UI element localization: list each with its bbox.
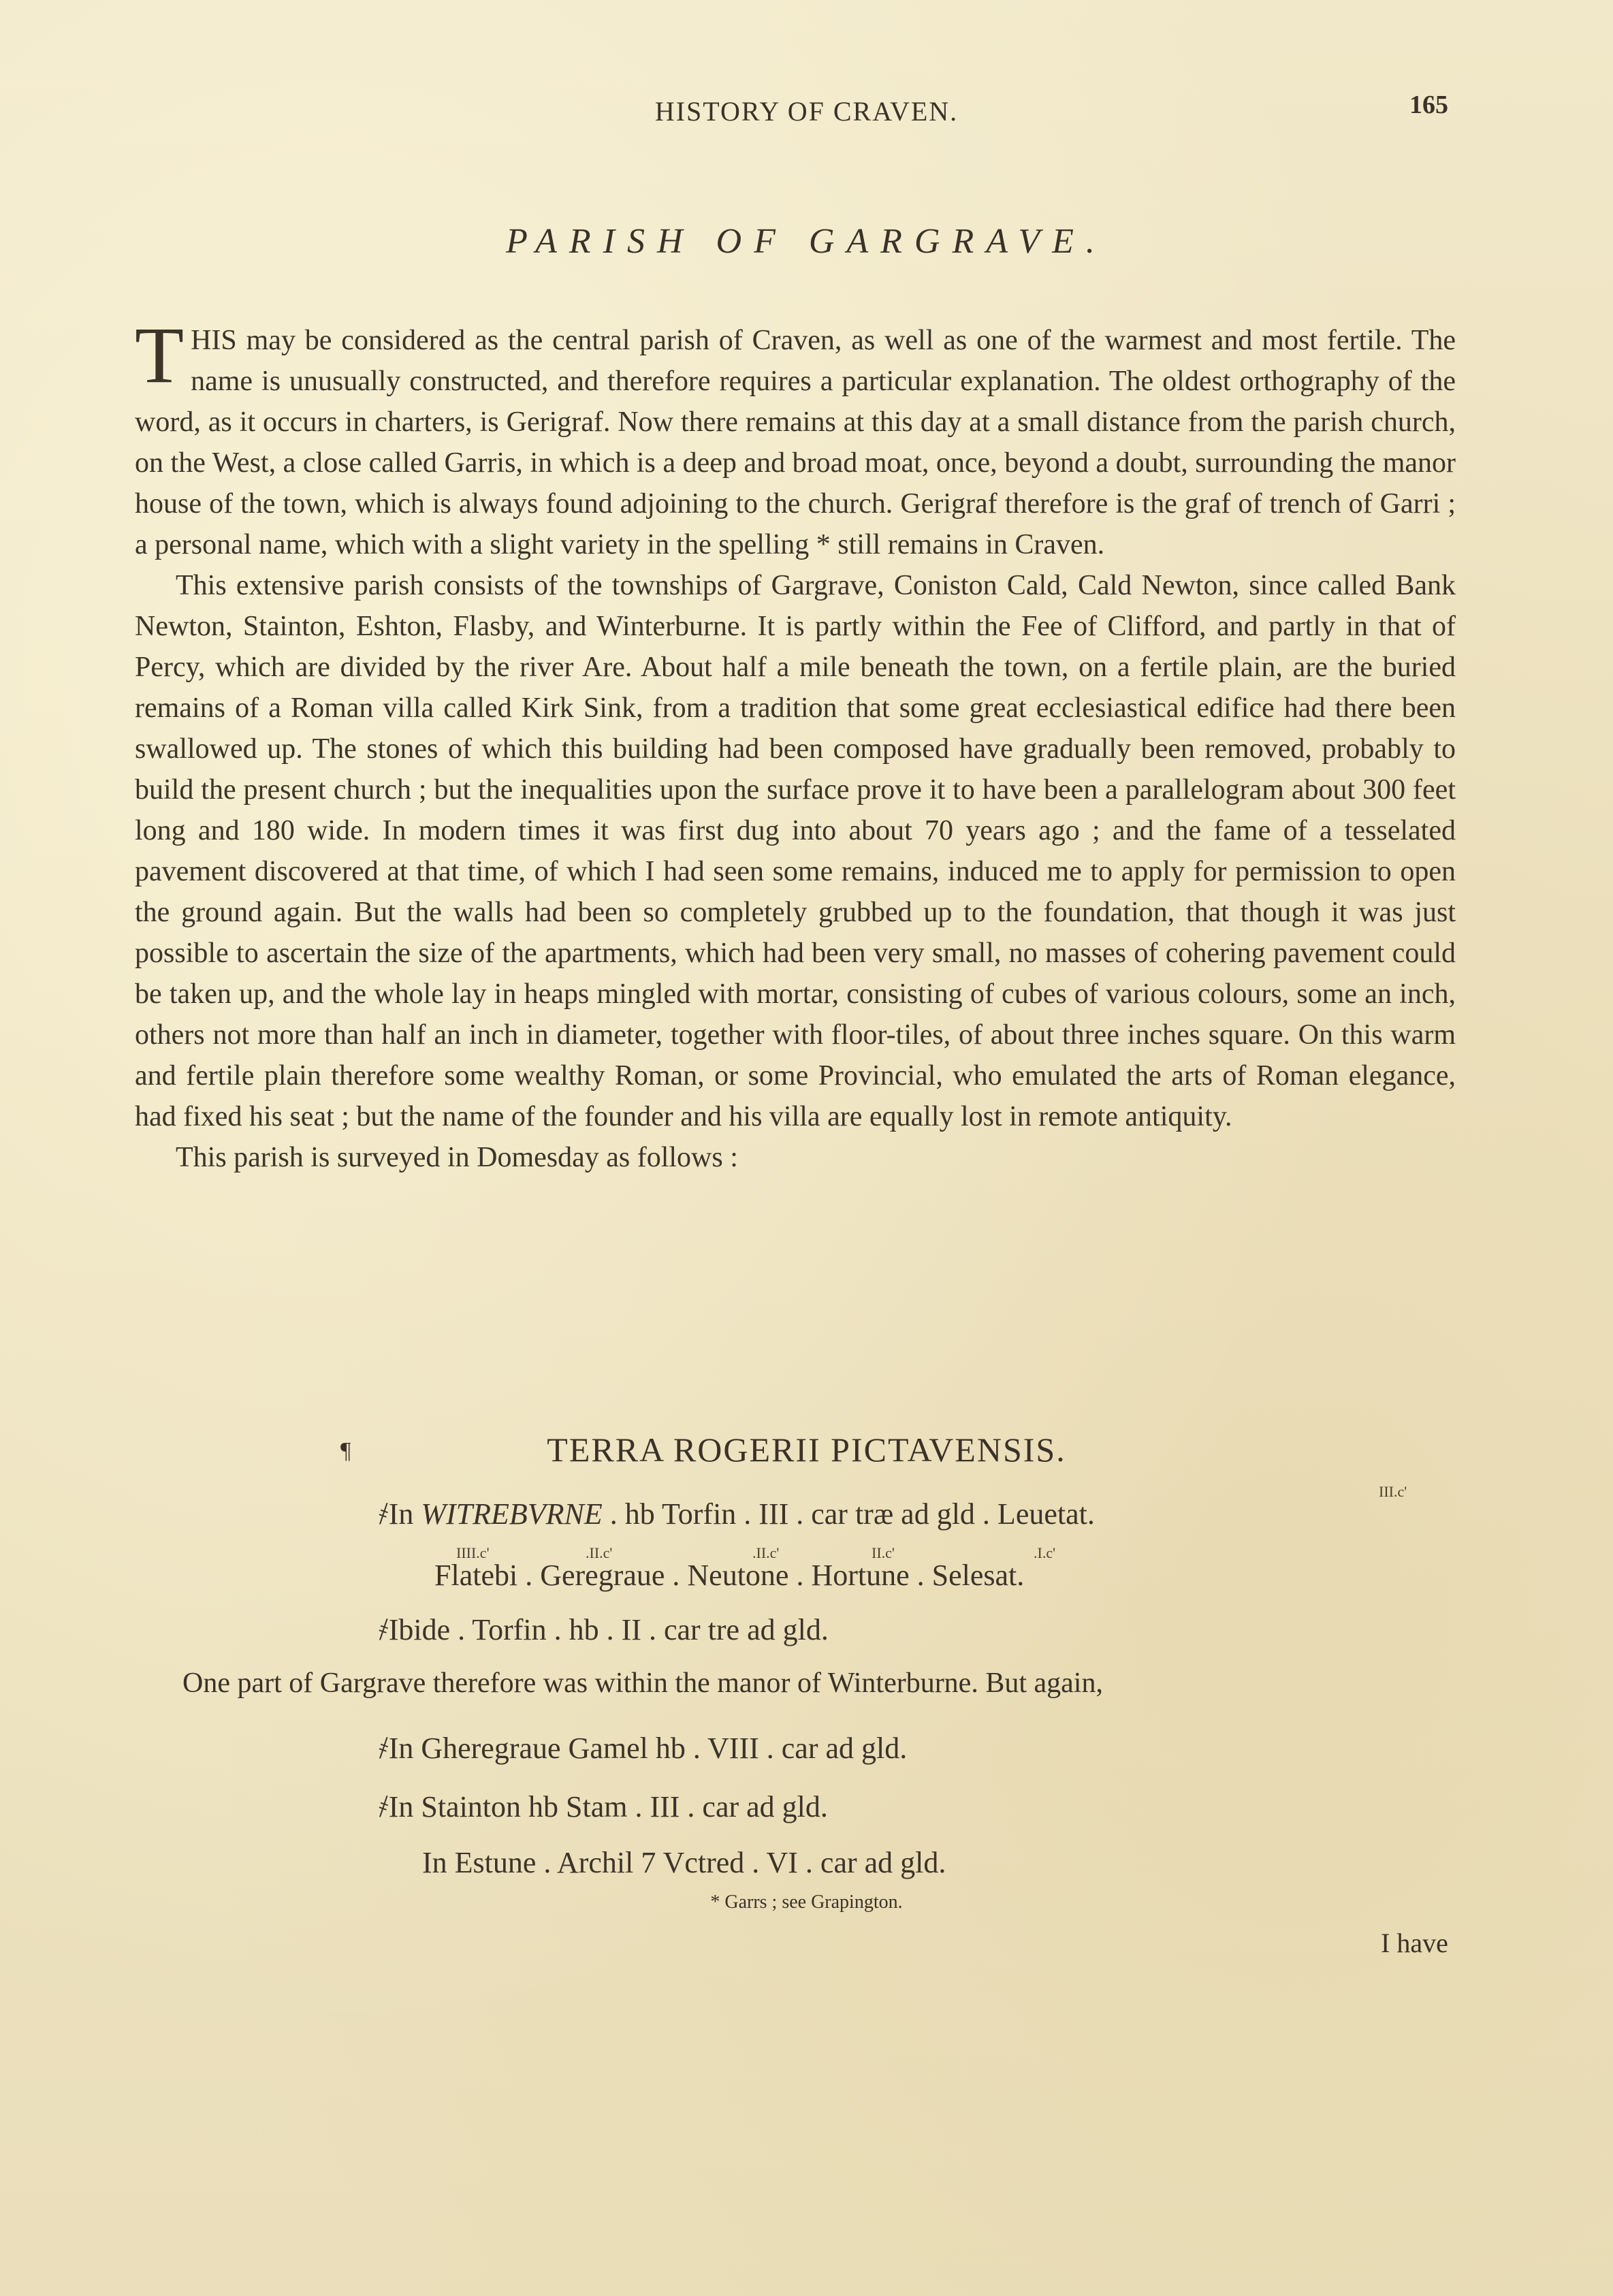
paragraph-2: This extensive parish consists of the townships of Gargrave, Coniston Cald, Cald Newton, since called Bank Newton, Stainton, Eshton, Flasby, and Winterburne. It is partly within the Fee of Clifford, and partly in that of Percy, which are divided by the river Are. About half a mile beneath the town, on a fertile plain, are the buried remains of a Roman villa called Kirk Sink, from a tradition that some great ecclesiastical edifice had there been swallowed up. The stones of which this building had been composed have gradually been removed, probably to build the present church ; but the inequalities upon the surface prove it to have been a parallelogram about 300 feet long and 180 wide. In modern times it was first dug into about 70 years ago ; and the fame of a tesselated pavement discovered at that time, of which I had seen some remains, induced me to apply for permission to open the ground again. But the walls had been so completely grubbed up to the foundation, that though it was just possible to ascertain the size of the apartments, which had been very small, no masses of cohering pavement could be taken up, and the whole lay in heaps mingled with mortar, consisting of cubes of various colours, some an inch, others not more than half an inch in diameter, together with floor-tiles, of about three inches square. On this warm and fertile plain therefore some wealthy Roman, or some Provincial, who emulated the arts of Roman elegance, had fixed his seat ; but the name of the founder and his villa are equally lost in remote antiquity.	[135, 570, 1456, 1132]
domesday-line2-sup-2: .II.c'	[586, 1544, 613, 1561]
domesday-line-1	[379, 1497, 1095, 1531]
domesday-line-5: ҂In Stainton hb Stam . III . car ad gld.	[379, 1790, 828, 1823]
catchword: I have	[1381, 1928, 1448, 1958]
body-text	[135, 310, 1456, 1178]
domesday-line-6: In Estune . Archil 7 Vctred . VI . car ad gld.	[422, 1846, 946, 1879]
running-head: HISTORY OF CRAVEN.	[654, 96, 959, 127]
section-marker: ¶	[340, 1438, 351, 1463]
domesday-line-3: ҂Ibide . Torfin . hb . II . car tre ad gld.	[379, 1613, 829, 1646]
domesday-between-text: One part of Gargrave therefore was within the manor of Winterburne. But again,	[182, 1668, 1103, 1699]
paragraph-3: This parish is surveyed in Domesday as follows :	[176, 1142, 738, 1173]
domesday-line-2: Flatebi . Geregraue . Neutone . Hortune . Selesat.	[434, 1559, 1025, 1592]
page-title: PARISH OF GARGRAVE.	[506, 222, 1107, 261]
domesday-line1-superscript: III.c'	[1379, 1483, 1407, 1500]
footnote: * Garrs ; see Grapington.	[710, 1892, 903, 1913]
domesday-line2-sup-1: IIII.c'	[456, 1544, 490, 1561]
domesday-line2-sup-4: II.c'	[872, 1544, 895, 1561]
page-number: 165	[1409, 91, 1448, 119]
domesday-line1-prefix: ҂In	[379, 1497, 421, 1531]
paragraph-1-text: HIS may be considered as the central parish of Craven, as well as one of the warmest and most fertile. The name is unusually constructed, and therefore requires a particular explanation. The oldest orthography of the word, as it occurs in charters, is Gerigraf. Now there remains at this day at a small distance from the parish church, on the West, a close called Garris, in which is a deep and broad moat, once, beyond a doubt, surrounding the manor house of the town, which is always found adjoining to the church. Gerigraf therefore is the graf of trench of Garri ; a personal name, which with a slight variety in the spelling * still remains in Craven.	[135, 325, 1456, 560]
domesday-line1-name: WITREBVRNE	[421, 1497, 603, 1531]
domesday-line1-rest: . hb Torfin . III . car træ ad gld . Leuetat.	[609, 1497, 1095, 1531]
domesday-line2-sup-5: .I.c'	[1034, 1544, 1056, 1561]
paragraph-1	[135, 310, 1456, 565]
domesday-line-4: ҂In Gheregraue Gamel hb . VIII . car ad gld.	[379, 1732, 908, 1765]
drop-cap: T	[135, 310, 185, 400]
domesday-line2-sup-3: .II.c'	[752, 1544, 780, 1561]
domesday-heading: TERRA ROGERII PICTAVENSIS.	[547, 1431, 1066, 1469]
